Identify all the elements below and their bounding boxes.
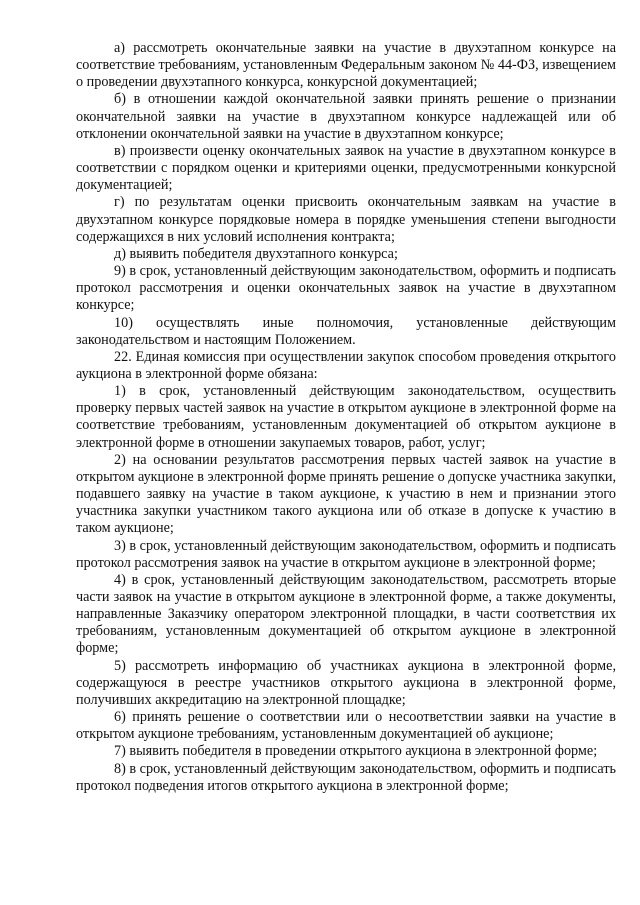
paragraph-22-5: 5) рассмотреть информацию об участниках аукциона в электронной форме, содержащуюся в реестре участников открытого аукциона в электронной форме, получивших аккредитацию на электронной площадке;	[76, 657, 616, 708]
paragraph-22-2: 2) на основании результатов рассмотрения первых частей заявок на участие в открытом аукционе в электронной форме принять решение о допуске участника закупки, подавшего заявку на участие в таком аукционе, к участию в нем и признании этого участника закупки участником такого аукциона или об отказе в допуске к участию в таком аукционе;	[76, 451, 617, 537]
paragraph-22-4: 4) в срок, установленный действующим законодательством, рассмотреть вторые части заявок на участие в открытом аукционе в электронной форме, а также документы, направленные Заказчику оператором электронной площадки, в части соответствия их требованиям, установленным документацией об открытом аукционе в электронной форме;	[76, 571, 616, 657]
paragraph-10: 10) осуществлять иные полномочия, установленные действующим законодательством и настоящим Положением.	[76, 314, 616, 348]
paragraph-9: 9) в срок, установленный действующим законодательством, оформить и подписать протокол рассмотрения и оценки окончательных заявок на участие в двухэтапном конкурсе;	[76, 263, 616, 314]
section-22-heading: 22. Единая комиссия при осуществлении закупок способом проведения открытого аукциона в электронной форме обязана:	[76, 348, 616, 382]
paragraph-b: б) в отношении каждой окончательной заявки принять решение о признании окончательной заявки на участие в двухэтапном конкурсе надлежащей или об отклонении окончательной заявки на участие в двухэтапном конкурсе;	[76, 91, 616, 142]
paragraph-v: в) произвести оценку окончательных заявок на участие в двухэтапном конкурсе в соответствии с порядком оценки и критериями оценки, предусмотренными конкурсной документацией;	[76, 142, 616, 194]
paragraph-22-8: 8) в срок, установленный действующим законодательством, оформить и подписать протокол подведения итогов открытого аукциона в электронной форме;	[76, 760, 616, 794]
document-page	[76, 40, 616, 795]
paragraph-22-6: 6) принять решение о соответствии или о несоответствии заявки на участие в открытом аукционе требованиям, установленным документацией об аукционе;	[76, 709, 616, 743]
paragraph-22-1: 1) в срок, установленный действующим законодательством, осуществить проверку первых частей заявок на участие в открытом аукционе в электронной форме на соответствие требованиям, установленным документацией об открытом аукционе в электронной форме в отношении закупаемых товаров, работ, услуг;	[76, 383, 616, 451]
paragraph-22-3: 3) в срок, установленный действующим законодательством, оформить и подписать протокол рассмотрения заявок на участие в открытом аукционе в электронной форме;	[76, 537, 616, 571]
paragraph-22-7: 7) выявить победителя в проведении открытого аукциона в электронной форме;	[114, 743, 598, 760]
paragraph-a: а) рассмотреть окончательные заявки на участие в двухэтапном конкурсе на соответствие требованиям, установленным Федеральным законом № 44-ФЗ, извещением о проведении двухэтапного конкурса, конкурсной документацией;	[76, 40, 616, 91]
paragraph-g: г) по результатам оценки присвоить окончательным заявкам на участие в двухэтапном конкурсе порядковые номера в порядке уменьшения степени выгодности содержащихся в них условий исполнения контракта;	[76, 194, 616, 245]
paragraph-d: д) выявить победителя двухэтапного конкурса;	[114, 245, 398, 262]
